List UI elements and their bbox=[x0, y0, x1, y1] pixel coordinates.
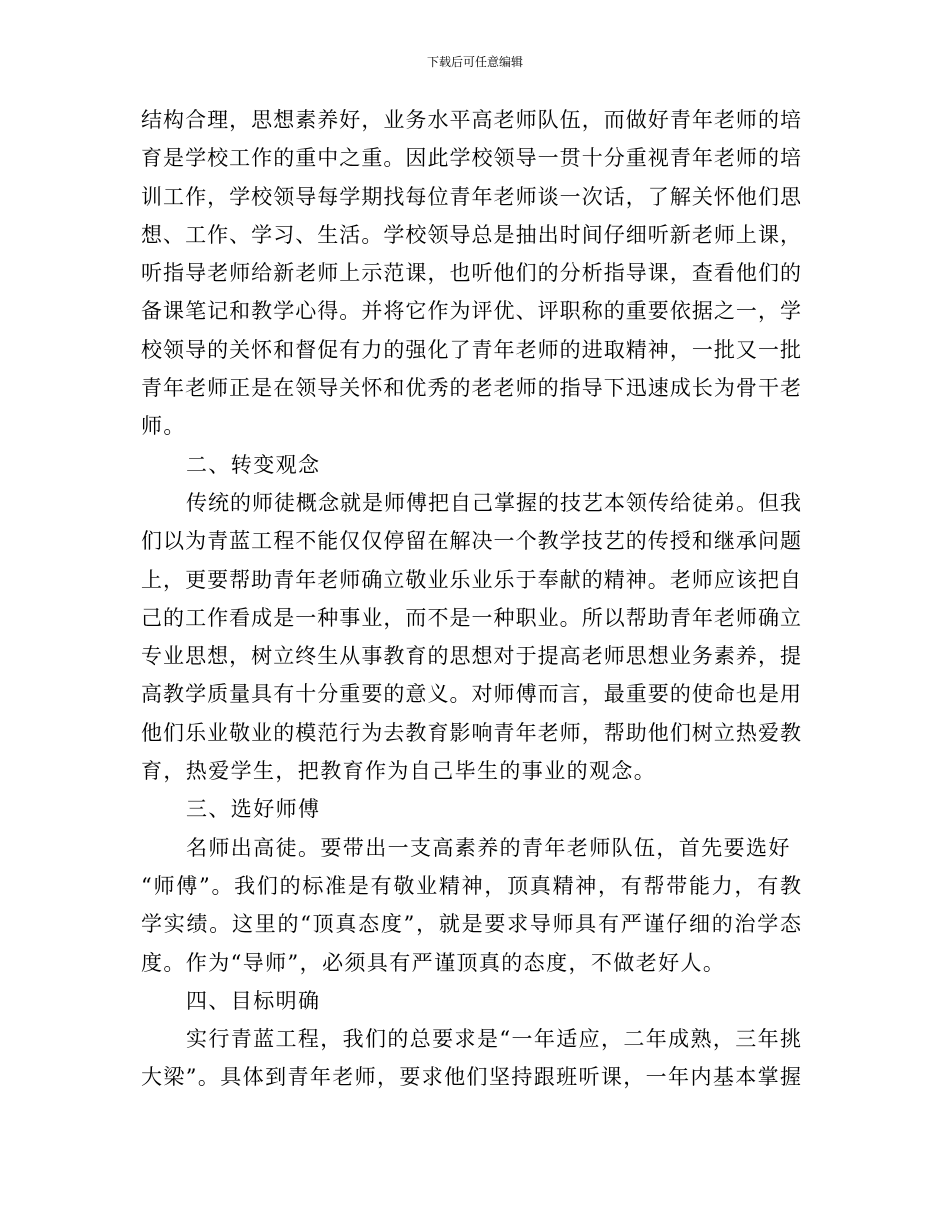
text-line: 名师出高徒。要带出一支高素养的青年老师队伍，首先要选好 bbox=[186, 835, 791, 860]
text-line: 们以为青蓝工程不能仅仅停留在解决一个教学技艺的传授和继承问题 bbox=[141, 529, 801, 554]
text-line: 育，热爱学生，把教育作为自己毕生的事业的观念。 bbox=[141, 759, 657, 784]
section-heading: 二、转变观念 bbox=[186, 452, 321, 477]
text-line: 实行青蓝工程，我们的总要求是“一年适应，二年成熟，三年挑 bbox=[186, 1027, 801, 1052]
text-line: 大梁”。具体到青年老师，要求他们坚持跟班听课，一年内基本掌握 bbox=[141, 1065, 801, 1090]
text-line: 高教学质量具有十分重要的意义。对师傅而言，最重要的使命也是用 bbox=[141, 682, 801, 707]
text-line: 专业思想，树立终生从事教育的思想对于提高老师思想业务素养，提 bbox=[141, 644, 801, 669]
text-line: 想、工作、学习、生活。学校领导总是抽出时间仔细听新老师上课， bbox=[141, 222, 801, 247]
text-line: 师。 bbox=[141, 414, 186, 439]
text-line: 上，更要帮助青年老师确立敬业乐业乐于奉献的精神。老师应该把自 bbox=[141, 567, 801, 592]
text-line: 结构合理，思想素养好，业务水平高老师队伍，而做好青年老师的培 bbox=[141, 108, 801, 132]
page-header-note: 下载后可任意编辑 bbox=[426, 55, 523, 69]
document-body bbox=[141, 101, 801, 1097]
text-line: “师傅”。我们的标准是有敬业精神，顶真精神，有帮带能力，有教 bbox=[141, 873, 801, 898]
text-line: 他们乐业敬业的模范行为去教育影响青年老师，帮助他们树立热爱教 bbox=[141, 720, 801, 745]
text-line: 传统的师徒概念就是师傅把自己掌握的技艺本领传给徒弟。但我 bbox=[186, 490, 801, 515]
text-line: 己的工作看成是一种事业，而不是一种职业。所以帮助青年老师确立 bbox=[141, 605, 801, 630]
text-line: 青年老师正是在领导关怀和优秀的老老师的指导下迅速成长为骨干老 bbox=[141, 376, 801, 401]
text-line: 学实绩。这里的“顶真态度”，就是要求导师具有严谨仔细的治学态 bbox=[141, 912, 801, 937]
text-line: 校领导的关怀和督促有力的强化了青年老师的进取精神，一批又一批 bbox=[141, 337, 801, 362]
text-line: 育是学校工作的重中之重。因此学校领导一贯十分重视青年老师的培 bbox=[141, 146, 801, 171]
section-heading: 四、目标明确 bbox=[186, 988, 321, 1013]
text-line: 度。作为“导师”，必须具有严谨顶真的态度，不做老好人。 bbox=[141, 950, 726, 975]
text-line: 备课笔记和教学心得。并将它作为评优、评职称的重要依据之一，学 bbox=[141, 299, 801, 324]
text-line: 听指导老师给新老师上示范课，也听他们的分析指导课，查看他们的 bbox=[141, 261, 801, 286]
section-heading: 三、选好师傅 bbox=[186, 797, 321, 822]
text-line: 训工作，学校领导每学期找每位青年老师谈一次话，了解关怀他们思 bbox=[141, 184, 801, 209]
